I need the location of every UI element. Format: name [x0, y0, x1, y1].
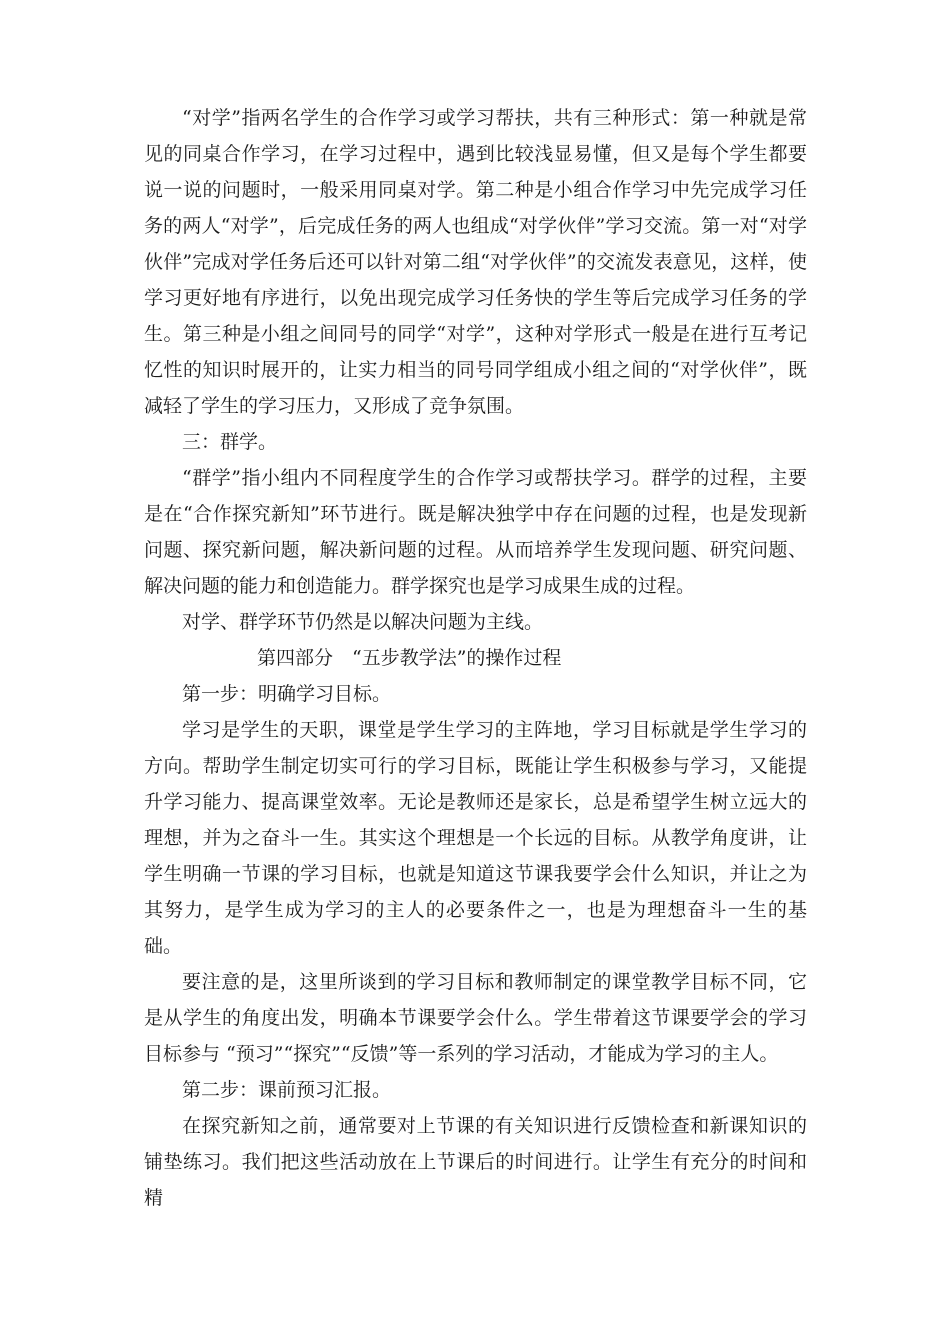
- section-heading-qunxue: 三：群学。: [182, 431, 278, 453]
- paragraph-main-line: 对学、群学环节仍然是以解决问题为主线。: [182, 611, 544, 633]
- paragraph-learning-goal: 学习是学生的天职，课堂是学生学习的主阵地，学习目标就是学生学习的方向。帮助学生制定切实可行的学习目标，既能让学生积极参与学习，又能提升学习能力、提高课堂效率。无论是教师还是家长，总是希望学生树立远大的理想，并为之奋斗一生。其实这个理想是一个长远的目标。从教学角度讲，让学生明确一节课的学习目标，也就是知道这节课我要学会什么知识，并让之为其努力，是学生成为学习的主人的必要条件之一，也是为理想奋斗一生的基础。: [144, 719, 807, 957]
- paragraph-goal-note: 要注意的是，这里所谈到的学习目标和教师制定的课堂教学目标不同，它是从学生的角度出发，明确本节课要学会什么。学生带着这节课要学会的学习目标参与 “预习”“探究”“反馈”等一系列的学习活动，才能成为学习的主人。: [144, 971, 807, 1065]
- paragraph-preview-report: 在探究新知之前，通常要对上节课的有关知识进行反馈检查和新课知识的铺垫练习。我们把这些活动放在上节课后的时间进行。让学生有充分的时间和精: [144, 1115, 807, 1209]
- paragraph-duixue-definition: “对学”指两名学生的合作学习或学习帮扶，共有三种形式：第一种就是常见的同桌合作学习，在学习过程中，遇到比较浅显易懂，但又是每个学生都要说一说的问题时，一般采用同桌对学。第二种是小组合作学习中先完成学习任务的两人“对学”，后完成任务的两人也组成“对学伙伴”学习交流。第一对“对学伙伴”完成对学任务后还可以针对第二组“对学伙伴”的交流发表意见，这样，使学习更好地有序进行，以免出现完成学习任务快的学生等后完成学习任务的学生。第三种是小组之间同号的同学“对学”，这种对学形式一般是在进行互考记忆性的知识时展开的，让实力相当的同号同学组成小组之间的“对学伙伴”，既减轻了学生的学习压力，又形成了竞争氛围。: [144, 107, 807, 417]
- paragraph-qunxue-definition: “群学”指小组内不同程度学生的合作学习或帮扶学习。群学的过程，主要是在“合作探究新知”环节进行。既是解决独学中存在问题的过程，也是发现新问题、探究新问题，解决新问题的过程。从而培养学生发现问题、研究问题、解决问题的能力和创造能力。群学探究也是学习成果生成的过程。: [144, 467, 807, 597]
- step-one-heading: 第一步：明确学习目标。: [182, 683, 392, 705]
- step-two-heading: 第二步：课前预习汇报。: [182, 1079, 392, 1101]
- part-four-heading: 第四部分 “五步教学法”的操作过程: [257, 647, 562, 669]
- document-body: [144, 100, 807, 1216]
